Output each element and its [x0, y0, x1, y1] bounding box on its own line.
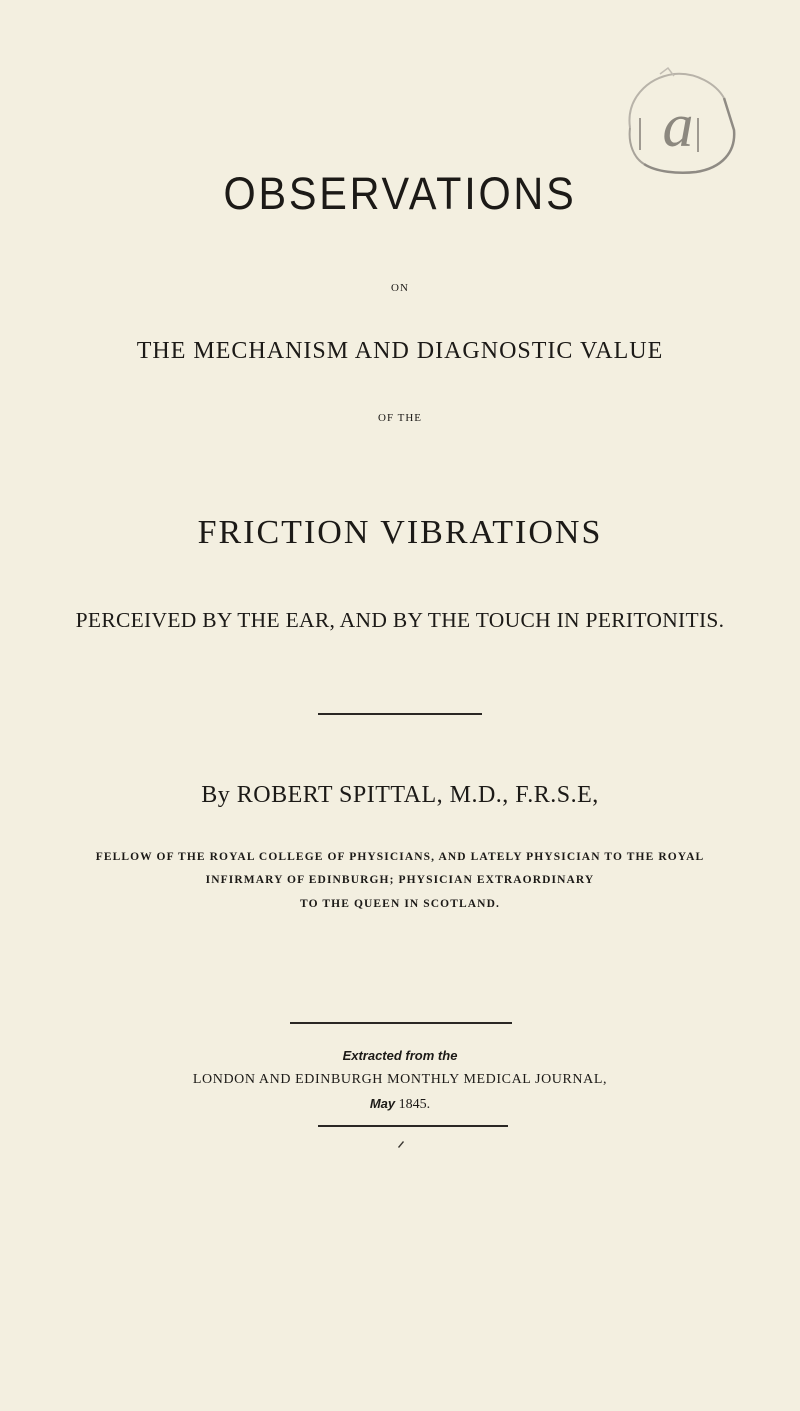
divider-rule — [290, 1022, 512, 1024]
connector-of-the: OF THE — [378, 412, 422, 424]
byline-by: By — [201, 782, 231, 808]
subheading: PERCEIVED BY THE EAR, AND BY THE TOUCH IN PERITONITIS. — [75, 608, 725, 632]
author-byline — [0, 782, 800, 809]
author-credentials-line-2: INFIRMARY OF EDINBURGH; PHYSICIAN EXTRAORDINARY — [205, 874, 595, 886]
document-title: OBSERVATIONS — [223, 168, 577, 219]
publication-date — [0, 1096, 800, 1113]
connector-on: ON — [391, 282, 409, 294]
publication-month: May — [369, 1096, 396, 1111]
journal-name: LONDON AND EDINBURGH MONTHLY MEDICAL JOURNAL, — [192, 1072, 608, 1087]
divider-rule — [318, 1125, 508, 1127]
ink-mark-icon — [397, 1140, 405, 1148]
publication-year: 1845. — [398, 1097, 431, 1112]
author-credentials-line-3: TO THE QUEEN IN SCOTLAND. — [300, 898, 500, 910]
extracted-note: Extracted from the — [342, 1048, 458, 1063]
subject-line: THE MECHANISM AND DIAGNOSTIC VALUE — [136, 338, 664, 364]
divider-rule — [318, 713, 482, 715]
author-credentials-line-1: FELLOW OF THE ROYAL COLLEGE OF PHYSICIANS, AND LATELY PHYSICIAN TO THE ROYAL — [95, 851, 705, 863]
author-name: ROBERT SPITTAL, M.D., F.R.S.E, — [236, 782, 599, 808]
main-heading: FRICTION VIBRATIONS — [197, 514, 603, 551]
stamp-letter: a — [662, 92, 694, 160]
